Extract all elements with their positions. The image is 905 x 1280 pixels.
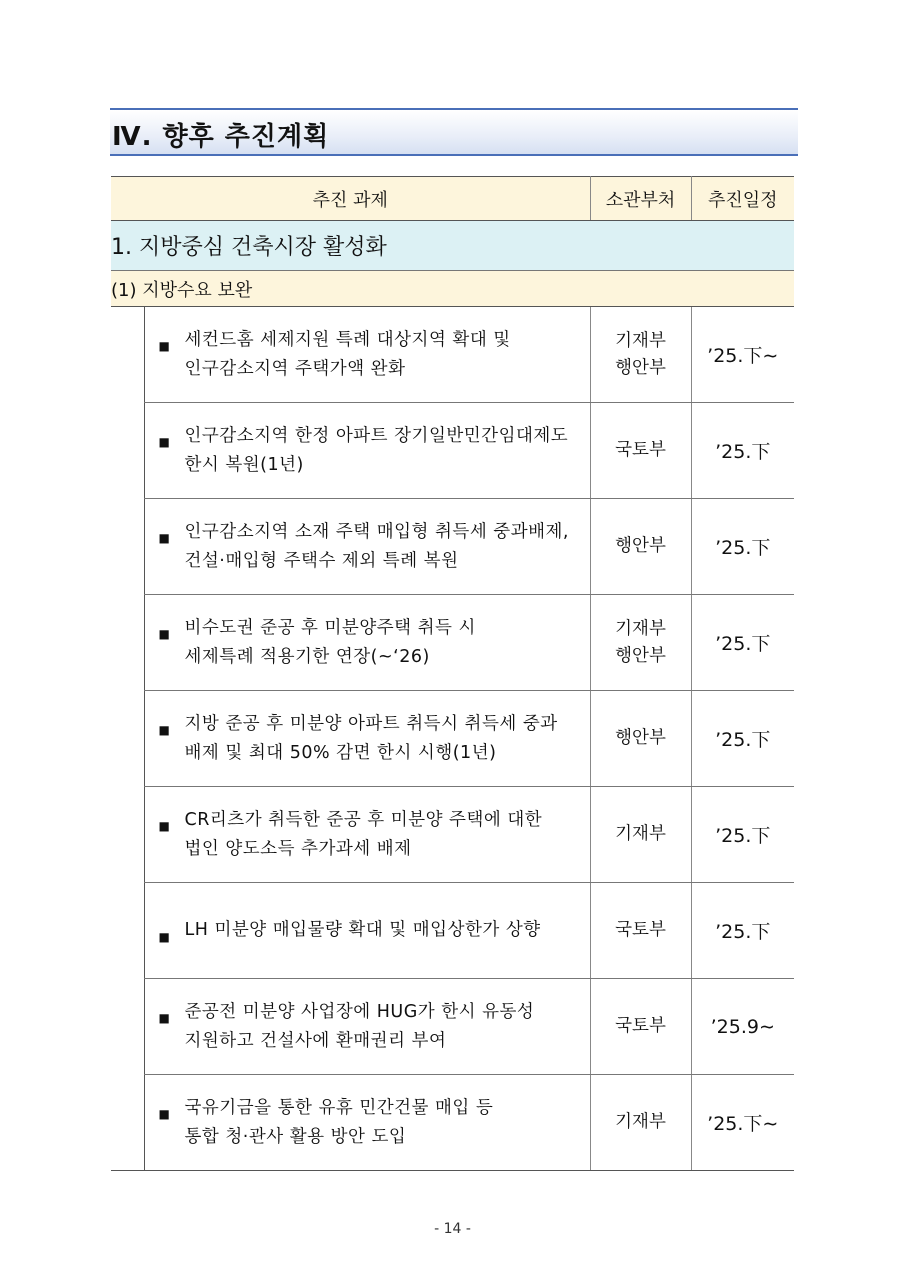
task-line-1: 인구감소지역 소재 주택 매입형 취득세 중과배제, [184, 521, 569, 542]
bullet-icon: ■ [158, 818, 170, 833]
table-row [111, 691, 794, 787]
task-cell [144, 787, 590, 883]
task-line-1: 비수도권 준공 후 미분양주택 취득 시 [184, 617, 476, 638]
bullet-icon: ■ [158, 338, 170, 353]
schedule-cell: ’25.下 [691, 499, 794, 595]
indent-cell [111, 691, 144, 787]
indent-cell [111, 307, 144, 403]
task-line-1: CR리츠가 취득한 준공 후 미분양 주택에 대한 [184, 809, 543, 830]
task-line-2: 통합 청·관사 활용 방안 도입 [184, 1126, 407, 1147]
schedule-cell: ’25.下 [691, 595, 794, 691]
dept-line-2: 행안부 [615, 645, 666, 666]
task-line-2: 건설·매입형 주택수 제외 특례 복원 [184, 550, 459, 571]
bullet-icon: ■ [158, 722, 170, 737]
dept-cell [590, 979, 691, 1075]
dept-line-1: 기재부 [615, 618, 666, 639]
task-line-1: 지방 준공 후 미분양 아파트 취득시 취득세 중과 [184, 713, 558, 734]
task-cell [144, 595, 590, 691]
section-title: 1. 지방중심 건축시장 활성화 [111, 221, 794, 271]
task-line-1: 준공전 미분양 사업장에 HUG가 한시 유동성 [184, 1001, 535, 1022]
dept-cell [590, 499, 691, 595]
dept-line-1: 국토부 [615, 920, 666, 940]
task-line-1: 인구감소지역 한정 아파트 장기일반민간임대제도 [184, 425, 569, 446]
task-line-1: 국유기금을 통한 유휴 민간건물 매입 등 [184, 1097, 494, 1118]
dept-line-1: 행안부 [615, 536, 666, 556]
task-cell [144, 499, 590, 595]
schedule-cell: ’25.下 [691, 787, 794, 883]
task-cell [144, 883, 590, 979]
task-line-2: 지원하고 건설사에 환매권리 부여 [184, 1030, 447, 1051]
table-row [111, 787, 794, 883]
dept-line-1: 기재부 [615, 330, 666, 351]
subsection-title: (1) 지방수요 보완 [111, 271, 794, 307]
dept-line-1: 기재부 [615, 824, 666, 844]
bullet-icon: ■ [158, 434, 170, 449]
dept-cell [590, 403, 691, 499]
plan-table [111, 176, 794, 1171]
indent-cell [111, 883, 144, 979]
dept-line-2: 행안부 [615, 357, 666, 378]
schedule-cell: ’25.下 [691, 691, 794, 787]
section-title-row [111, 221, 794, 271]
table-row [111, 1075, 794, 1171]
task-cell [144, 691, 590, 787]
dept-line-1: 기재부 [615, 1112, 666, 1132]
task-line-2: 법인 양도소득 추가과세 배제 [184, 838, 412, 859]
dept-cell [590, 595, 691, 691]
bullet-icon: ■ [158, 1106, 170, 1121]
header-dept: 소관부처 [590, 177, 691, 221]
table-row [111, 979, 794, 1075]
task-line-2: 한시 복원(1년) [184, 454, 304, 475]
task-line-2: 세제특례 적용기한 연장(~‘26) [184, 646, 430, 667]
table-row [111, 595, 794, 691]
table-row [111, 403, 794, 499]
task-line-2: 배제 및 최대 50% 감면 한시 시행(1년) [184, 742, 497, 763]
task-line-1: 세컨드홈 세제지원 특례 대상지역 확대 및 [184, 329, 511, 350]
table-row [111, 883, 794, 979]
task-cell [144, 403, 590, 499]
dept-line-1: 국토부 [615, 1016, 666, 1036]
indent-cell [111, 595, 144, 691]
bullet-icon: ■ [158, 1010, 170, 1025]
table-header-row [111, 177, 794, 221]
task-cell [144, 1075, 590, 1171]
task-line-2: 인구감소지역 주택가액 완화 [184, 358, 406, 379]
dept-cell [590, 787, 691, 883]
page-number: - 14 - [434, 1221, 471, 1237]
task-line-1: LH 미분양 매입물량 확대 및 매입상한가 상향 [184, 920, 541, 940]
bullet-icon: ■ [158, 530, 170, 545]
schedule-cell: ’25.9∼ [691, 979, 794, 1075]
dept-cell [590, 307, 691, 403]
task-cell [144, 307, 590, 403]
bullet-icon: ■ [158, 626, 170, 641]
subsection-title-row [111, 271, 794, 307]
header-schedule: 추진일정 [691, 177, 794, 221]
schedule-cell: ’25.下∼ [691, 1075, 794, 1171]
bullet-icon: ■ [158, 929, 170, 944]
indent-cell [111, 499, 144, 595]
indent-cell [111, 1075, 144, 1171]
indent-cell [111, 787, 144, 883]
table-row [111, 307, 794, 403]
indent-cell [111, 979, 144, 1075]
table-row [111, 499, 794, 595]
dept-cell [590, 691, 691, 787]
section-heading-bar [110, 108, 798, 156]
section-heading: Ⅳ. 향후 추진계획 [112, 122, 330, 152]
dept-cell [590, 883, 691, 979]
dept-line-1: 국토부 [615, 440, 666, 460]
schedule-cell: ’25.下 [691, 883, 794, 979]
dept-cell [590, 1075, 691, 1171]
indent-cell [111, 403, 144, 499]
task-cell [144, 979, 590, 1075]
schedule-cell: ’25.下 [691, 403, 794, 499]
dept-line-1: 행안부 [615, 728, 666, 748]
schedule-cell: ’25.下∼ [691, 307, 794, 403]
header-task: 추진 과제 [111, 177, 590, 221]
